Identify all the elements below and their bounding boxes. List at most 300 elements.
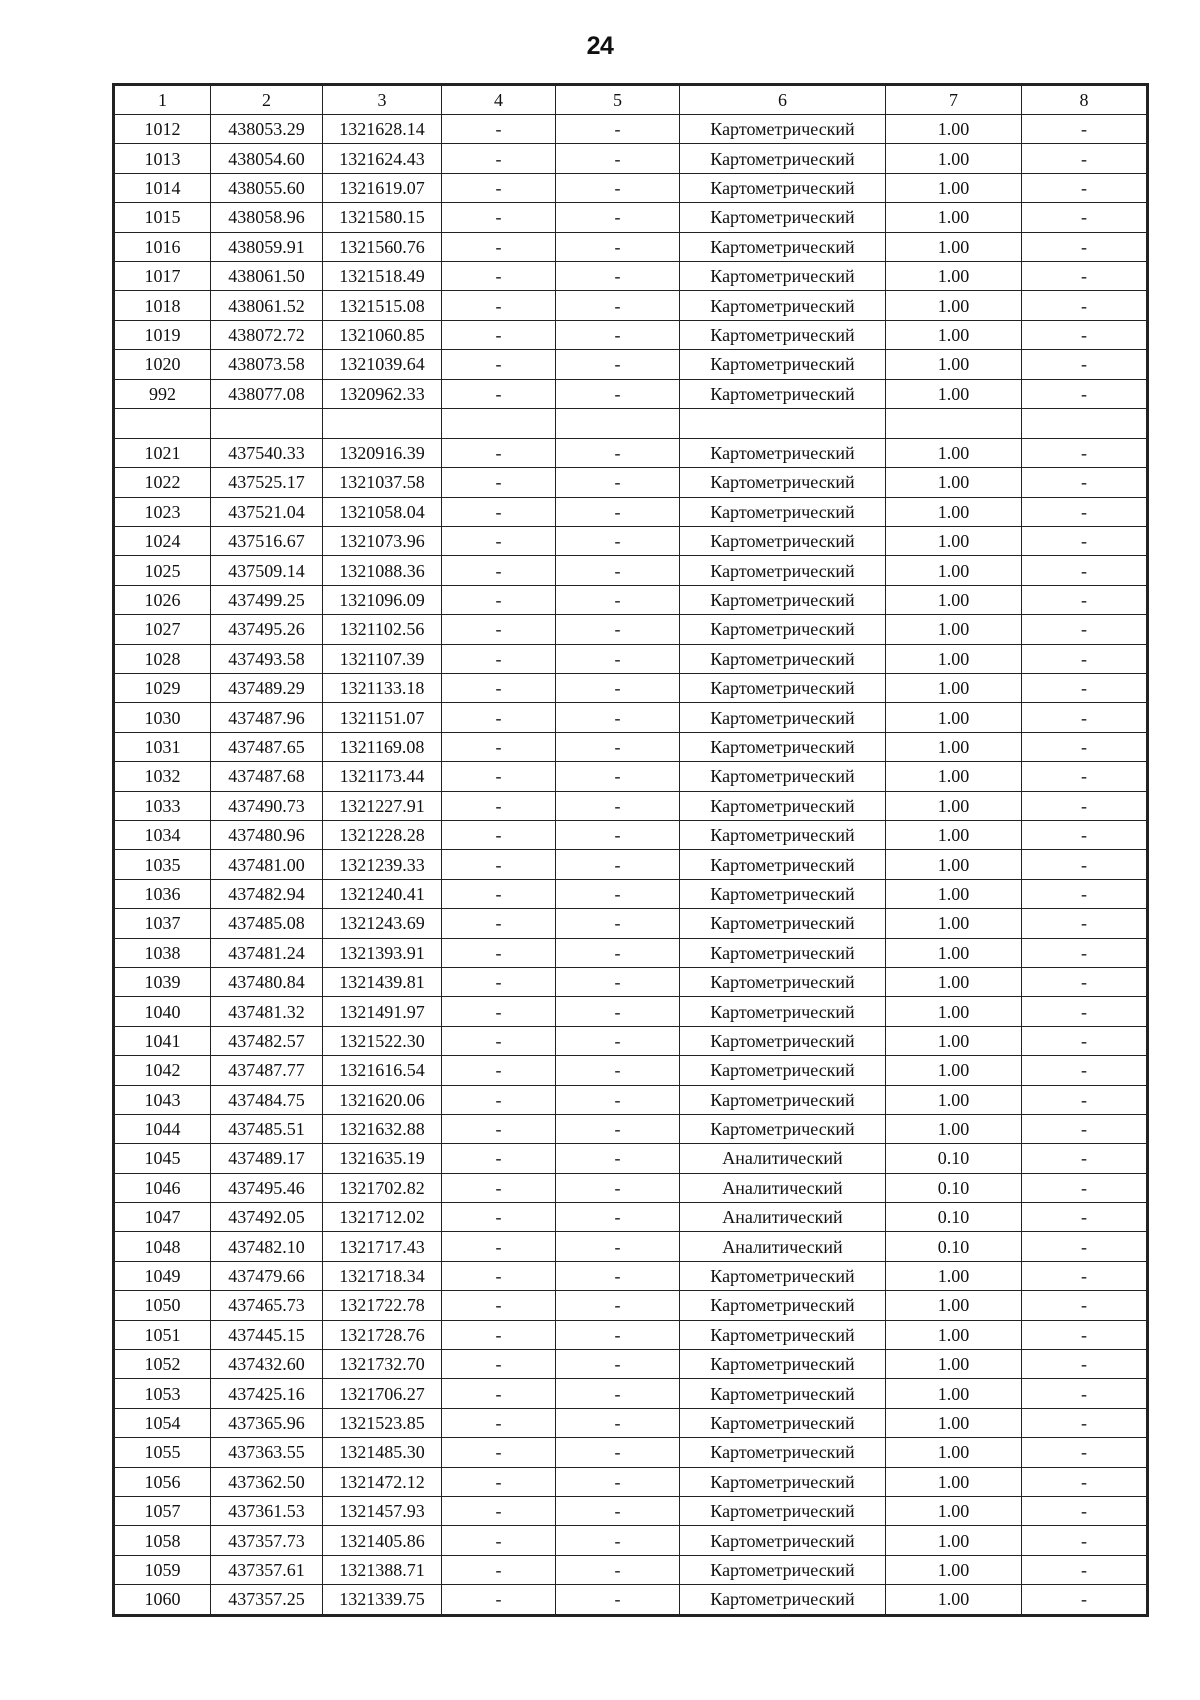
table-cell: 1055 xyxy=(115,1438,211,1467)
table-cell: - xyxy=(442,850,556,879)
table-cell: 437540.33 xyxy=(211,438,323,467)
table-cell: Картометрический xyxy=(680,203,886,232)
table-cell: 437357.61 xyxy=(211,1555,323,1584)
table-row xyxy=(115,1496,1147,1525)
table-cell: 1051 xyxy=(115,1320,211,1349)
table-row xyxy=(115,1056,1147,1085)
table-cell: - xyxy=(556,879,680,908)
table-cell: 1321073.96 xyxy=(323,527,442,556)
table-cell: 1.00 xyxy=(886,1379,1022,1408)
table-row xyxy=(115,173,1147,202)
table-cell: Картометрический xyxy=(680,1496,886,1525)
table-cell: - xyxy=(442,1085,556,1114)
table-row xyxy=(115,497,1147,526)
table-cell: - xyxy=(442,1555,556,1584)
table-cell: - xyxy=(556,350,680,379)
table-cell: - xyxy=(1022,585,1147,614)
table-row xyxy=(115,732,1147,761)
table-cell: 1321632.88 xyxy=(323,1114,442,1143)
table-cell: 1013 xyxy=(115,144,211,173)
table-cell: 1321718.34 xyxy=(323,1261,442,1290)
table-cell: 1321133.18 xyxy=(323,674,442,703)
table-cell: 1053 xyxy=(115,1379,211,1408)
table-row xyxy=(115,644,1147,673)
table-cell: 1321706.27 xyxy=(323,1379,442,1408)
table-cell: 1321619.07 xyxy=(323,173,442,202)
table-cell: 1321580.15 xyxy=(323,203,442,232)
table-cell: - xyxy=(1022,1261,1147,1290)
table-cell: 1321485.30 xyxy=(323,1438,442,1467)
table-cell: Картометрический xyxy=(680,791,886,820)
table-row xyxy=(115,1438,1147,1467)
table-cell: Картометрический xyxy=(680,1026,886,1055)
table-cell: - xyxy=(556,438,680,467)
table-row xyxy=(115,527,1147,556)
table-cell: Картометрический xyxy=(680,261,886,290)
table-cell: - xyxy=(1022,1232,1147,1261)
table-cell: - xyxy=(1022,791,1147,820)
column-header: 7 xyxy=(886,86,1022,115)
table-row xyxy=(115,967,1147,996)
table-cell: - xyxy=(442,1526,556,1555)
table-cell: - xyxy=(1022,144,1147,173)
table-cell: - xyxy=(556,1085,680,1114)
table-cell: 1321728.76 xyxy=(323,1320,442,1349)
table-cell: Картометрический xyxy=(680,115,886,144)
table-cell: - xyxy=(556,203,680,232)
table-cell: 1321523.85 xyxy=(323,1408,442,1437)
table-cell: 437361.53 xyxy=(211,1496,323,1525)
table-cell: 437489.17 xyxy=(211,1144,323,1173)
table-cell: - xyxy=(1022,1555,1147,1584)
table-row xyxy=(115,203,1147,232)
table-cell: 437495.26 xyxy=(211,615,323,644)
table-cell: 1.00 xyxy=(886,497,1022,526)
table-cell: 437525.17 xyxy=(211,468,323,497)
table-cell: Картометрический xyxy=(680,1379,886,1408)
table-row xyxy=(115,850,1147,879)
table-row xyxy=(115,408,1147,438)
table-cell: 1321060.85 xyxy=(323,320,442,349)
table-cell: 1321339.75 xyxy=(323,1585,442,1614)
table-cell: - xyxy=(442,1232,556,1261)
table-cell: 438061.52 xyxy=(211,291,323,320)
table-cell: 1.00 xyxy=(886,703,1022,732)
table-cell: - xyxy=(1022,232,1147,261)
table-cell: - xyxy=(1022,1379,1147,1408)
table-cell: - xyxy=(442,291,556,320)
table-cell: 1024 xyxy=(115,527,211,556)
table-cell: 1012 xyxy=(115,115,211,144)
table-cell: 1050 xyxy=(115,1291,211,1320)
table-cell: - xyxy=(442,938,556,967)
table-cell: - xyxy=(442,820,556,849)
table-cell: Картометрический xyxy=(680,497,886,526)
table-cell: - xyxy=(442,1114,556,1143)
table-cell: Картометрический xyxy=(680,438,886,467)
table-cell: 1.00 xyxy=(886,674,1022,703)
table-row xyxy=(115,1173,1147,1202)
table-cell: Картометрический xyxy=(680,291,886,320)
table-row xyxy=(115,232,1147,261)
table-cell: 438077.08 xyxy=(211,379,323,408)
table-cell: - xyxy=(556,909,680,938)
table-cell: 1039 xyxy=(115,967,211,996)
table-row xyxy=(115,791,1147,820)
table-cell: - xyxy=(442,1350,556,1379)
table-cell: 1321515.08 xyxy=(323,291,442,320)
table-cell: 1321243.69 xyxy=(323,909,442,938)
table-cell: 1016 xyxy=(115,232,211,261)
table-cell: 1.00 xyxy=(886,173,1022,202)
table-cell: 437363.55 xyxy=(211,1438,323,1467)
table-cell: 437479.66 xyxy=(211,1261,323,1290)
table-cell: - xyxy=(1022,615,1147,644)
table-cell: - xyxy=(442,644,556,673)
table-row xyxy=(115,1555,1147,1584)
table-cell: - xyxy=(442,1408,556,1437)
table-cell: 1320962.33 xyxy=(323,379,442,408)
table-cell: - xyxy=(556,468,680,497)
table-cell: 1031 xyxy=(115,732,211,761)
table-cell: 437487.77 xyxy=(211,1056,323,1085)
table-cell: 1029 xyxy=(115,674,211,703)
table-cell: 437485.51 xyxy=(211,1114,323,1143)
table-cell: Картометрический xyxy=(680,527,886,556)
table-cell: 1321039.64 xyxy=(323,350,442,379)
table-cell: Картометрический xyxy=(680,320,886,349)
table-cell: - xyxy=(442,1320,556,1349)
table-row xyxy=(115,1350,1147,1379)
table-body xyxy=(115,115,1147,1615)
table-cell: 437365.96 xyxy=(211,1408,323,1437)
table-cell: 437493.58 xyxy=(211,644,323,673)
table-cell: 1321240.41 xyxy=(323,879,442,908)
table-cell xyxy=(211,408,323,438)
table-cell: Картометрический xyxy=(680,1585,886,1614)
table-cell: 437425.16 xyxy=(211,1379,323,1408)
table-cell: - xyxy=(1022,497,1147,526)
table-cell: 1.00 xyxy=(886,1114,1022,1143)
column-header: 5 xyxy=(556,86,680,115)
table-cell: - xyxy=(556,1291,680,1320)
table-cell: - xyxy=(1022,261,1147,290)
table-cell: - xyxy=(442,468,556,497)
table-cell: Картометрический xyxy=(680,556,886,585)
table-cell: 1058 xyxy=(115,1526,211,1555)
table-cell: 1032 xyxy=(115,762,211,791)
table-cell: - xyxy=(1022,1408,1147,1437)
table-cell: - xyxy=(1022,967,1147,996)
table-cell: 1321620.06 xyxy=(323,1085,442,1114)
table-cell: - xyxy=(556,1320,680,1349)
table-cell: 437357.25 xyxy=(211,1585,323,1614)
table-cell: 437357.73 xyxy=(211,1526,323,1555)
table-cell: - xyxy=(556,291,680,320)
table-cell: - xyxy=(442,1496,556,1525)
table-cell: 1321393.91 xyxy=(323,938,442,967)
table-cell: - xyxy=(1022,850,1147,879)
table-cell: - xyxy=(442,1203,556,1232)
table-cell: Картометрический xyxy=(680,1085,886,1114)
table-cell: - xyxy=(1022,909,1147,938)
table-cell: - xyxy=(556,997,680,1026)
table-cell: - xyxy=(442,703,556,732)
table-cell: 1321616.54 xyxy=(323,1056,442,1085)
table-row xyxy=(115,1026,1147,1055)
table-cell: 1321472.12 xyxy=(323,1467,442,1496)
table-cell: 1026 xyxy=(115,585,211,614)
table-cell: Картометрический xyxy=(680,1114,886,1143)
table-cell: 1.00 xyxy=(886,938,1022,967)
table-cell: 1044 xyxy=(115,1114,211,1143)
table-cell: - xyxy=(1022,1526,1147,1555)
table-cell: 438058.96 xyxy=(211,203,323,232)
table-cell: 1052 xyxy=(115,1350,211,1379)
table-cell: - xyxy=(1022,1056,1147,1085)
table-cell: 1036 xyxy=(115,879,211,908)
table-cell xyxy=(680,408,886,438)
table-cell: Картометрический xyxy=(680,1467,886,1496)
table-cell: Картометрический xyxy=(680,1526,886,1555)
table-cell: 1022 xyxy=(115,468,211,497)
table-cell: - xyxy=(1022,1114,1147,1143)
table-cell: Картометрический xyxy=(680,144,886,173)
table-cell: 1321405.86 xyxy=(323,1526,442,1555)
table-cell: 437481.00 xyxy=(211,850,323,879)
table-row xyxy=(115,674,1147,703)
table-cell: - xyxy=(1022,762,1147,791)
table-cell: Картометрический xyxy=(680,1350,886,1379)
table-cell: - xyxy=(1022,527,1147,556)
table-cell: 437490.73 xyxy=(211,791,323,820)
table-cell: - xyxy=(1022,438,1147,467)
table-cell: 438053.29 xyxy=(211,115,323,144)
table-cell: - xyxy=(442,1173,556,1202)
table-cell: 1025 xyxy=(115,556,211,585)
table-cell: - xyxy=(442,527,556,556)
table-cell: 437484.75 xyxy=(211,1085,323,1114)
table-cell: - xyxy=(556,1350,680,1379)
table-cell: - xyxy=(442,585,556,614)
table-cell: 1019 xyxy=(115,320,211,349)
table-cell: Картометрический xyxy=(680,1291,886,1320)
table-cell: 437499.25 xyxy=(211,585,323,614)
table-cell: 1321518.49 xyxy=(323,261,442,290)
table-cell: 1321239.33 xyxy=(323,850,442,879)
table-cell: 1.00 xyxy=(886,879,1022,908)
table-cell: Картометрический xyxy=(680,585,886,614)
table-cell: - xyxy=(556,115,680,144)
table-cell: - xyxy=(556,1408,680,1437)
table-cell: 1.00 xyxy=(886,644,1022,673)
table-cell: 438073.58 xyxy=(211,350,323,379)
table-cell xyxy=(556,408,680,438)
table-cell: - xyxy=(442,350,556,379)
table-cell: - xyxy=(556,527,680,556)
table-cell: - xyxy=(556,1526,680,1555)
table-cell: - xyxy=(442,879,556,908)
table-cell: Картометрический xyxy=(680,909,886,938)
table-cell: - xyxy=(442,1026,556,1055)
table-cell: - xyxy=(1022,703,1147,732)
table-cell: 1023 xyxy=(115,497,211,526)
table-row xyxy=(115,820,1147,849)
table-cell: Картометрический xyxy=(680,674,886,703)
table-cell: - xyxy=(556,379,680,408)
table-cell: 1.00 xyxy=(886,468,1022,497)
table-cell: 1043 xyxy=(115,1085,211,1114)
table-row xyxy=(115,1203,1147,1232)
table-row xyxy=(115,1085,1147,1114)
table-cell: 1320916.39 xyxy=(323,438,442,467)
table-cell: - xyxy=(1022,1085,1147,1114)
table-cell: - xyxy=(442,261,556,290)
table-cell: - xyxy=(1022,1144,1147,1173)
table-row xyxy=(115,909,1147,938)
table-cell: - xyxy=(442,997,556,1026)
table-cell: 1321169.08 xyxy=(323,732,442,761)
table-cell: 1.00 xyxy=(886,820,1022,849)
table-cell: 1046 xyxy=(115,1173,211,1202)
table-cell: Картометрический xyxy=(680,615,886,644)
table-cell: - xyxy=(556,1232,680,1261)
table-cell: 437432.60 xyxy=(211,1350,323,1379)
table-cell: - xyxy=(1022,997,1147,1026)
table-cell: 1014 xyxy=(115,173,211,202)
table-cell: 1321088.36 xyxy=(323,556,442,585)
table-cell: - xyxy=(556,615,680,644)
table-cell: - xyxy=(442,791,556,820)
table-cell: 1028 xyxy=(115,644,211,673)
table-cell: - xyxy=(556,1144,680,1173)
table-cell: 1030 xyxy=(115,703,211,732)
table-cell: 1.00 xyxy=(886,1467,1022,1496)
table-cell: 1037 xyxy=(115,909,211,938)
table-cell: 1.00 xyxy=(886,1585,1022,1614)
table-cell: 1.00 xyxy=(886,967,1022,996)
table-cell: - xyxy=(556,261,680,290)
table-cell: - xyxy=(556,144,680,173)
table-cell: 1.00 xyxy=(886,291,1022,320)
table-cell: 1.00 xyxy=(886,1056,1022,1085)
table-cell: 438059.91 xyxy=(211,232,323,261)
table-cell: - xyxy=(1022,674,1147,703)
table-cell: 1.00 xyxy=(886,350,1022,379)
table-cell: 1.00 xyxy=(886,850,1022,879)
table-cell: - xyxy=(556,1261,680,1290)
table-cell: - xyxy=(556,1467,680,1496)
table-cell: 1040 xyxy=(115,997,211,1026)
table-row xyxy=(115,1585,1147,1614)
table-row xyxy=(115,585,1147,614)
table-cell: 437487.96 xyxy=(211,703,323,732)
table-cell: 0.10 xyxy=(886,1173,1022,1202)
table-cell: Картометрический xyxy=(680,732,886,761)
table-cell: 1.00 xyxy=(886,261,1022,290)
table-cell: 437521.04 xyxy=(211,497,323,526)
table-cell: - xyxy=(556,1056,680,1085)
table-row xyxy=(115,1526,1147,1555)
table-cell: - xyxy=(1022,1467,1147,1496)
table-cell: - xyxy=(556,1585,680,1614)
table-cell: Аналитический xyxy=(680,1173,886,1202)
table-cell: - xyxy=(442,1585,556,1614)
table-cell: - xyxy=(1022,820,1147,849)
table-cell: 437489.29 xyxy=(211,674,323,703)
table-cell: 1.00 xyxy=(886,203,1022,232)
page-number: 24 xyxy=(586,32,614,60)
table-cell: 1.00 xyxy=(886,1350,1022,1379)
table-cell: 1321635.19 xyxy=(323,1144,442,1173)
table-cell: 1.00 xyxy=(886,144,1022,173)
table-row xyxy=(115,1467,1147,1496)
table-cell: - xyxy=(1022,1026,1147,1055)
table-cell: Картометрический xyxy=(680,1408,886,1437)
table-cell: 437487.65 xyxy=(211,732,323,761)
table-cell: 1.00 xyxy=(886,1261,1022,1290)
table-cell: 1.00 xyxy=(886,997,1022,1026)
table-cell: Картометрический xyxy=(680,232,886,261)
table-cell: 1321702.82 xyxy=(323,1173,442,1202)
table-cell: 1.00 xyxy=(886,615,1022,644)
table-cell: 1.00 xyxy=(886,320,1022,349)
table-cell: 1321717.43 xyxy=(323,1232,442,1261)
table-cell: - xyxy=(442,1291,556,1320)
table-cell: - xyxy=(1022,1291,1147,1320)
table-cell: 1.00 xyxy=(886,1438,1022,1467)
table-row xyxy=(115,468,1147,497)
table-cell: 1.00 xyxy=(886,556,1022,585)
table-cell: 1.00 xyxy=(886,791,1022,820)
table-row xyxy=(115,1408,1147,1437)
table-cell: - xyxy=(556,1114,680,1143)
table-cell: 1321722.78 xyxy=(323,1291,442,1320)
table-cell: - xyxy=(556,1173,680,1202)
table-cell: 437492.05 xyxy=(211,1203,323,1232)
table-row xyxy=(115,762,1147,791)
table-cell: 1035 xyxy=(115,850,211,879)
table-cell: 438055.60 xyxy=(211,173,323,202)
table-cell: 1.00 xyxy=(886,909,1022,938)
table-cell: 1033 xyxy=(115,791,211,820)
table-row xyxy=(115,144,1147,173)
table-cell: 438061.50 xyxy=(211,261,323,290)
table-cell: 437465.73 xyxy=(211,1291,323,1320)
column-header: 1 xyxy=(115,86,211,115)
table-cell: 1321096.09 xyxy=(323,585,442,614)
table-cell: 0.10 xyxy=(886,1203,1022,1232)
table-cell: 1034 xyxy=(115,820,211,849)
table-cell: - xyxy=(556,703,680,732)
table-row xyxy=(115,556,1147,585)
table-cell: - xyxy=(442,232,556,261)
table-cell: - xyxy=(556,850,680,879)
table-row xyxy=(115,1320,1147,1349)
table-cell: - xyxy=(1022,644,1147,673)
table-cell: 1.00 xyxy=(886,1526,1022,1555)
table-cell: 1.00 xyxy=(886,527,1022,556)
table-cell: 1057 xyxy=(115,1496,211,1525)
table-cell: - xyxy=(556,556,680,585)
table-cell: 1321522.30 xyxy=(323,1026,442,1055)
table-cell: - xyxy=(442,379,556,408)
coordinates-table xyxy=(114,85,1147,1615)
table-row xyxy=(115,879,1147,908)
table-cell: - xyxy=(442,320,556,349)
table-cell: 437481.24 xyxy=(211,938,323,967)
table-cell: 1027 xyxy=(115,615,211,644)
